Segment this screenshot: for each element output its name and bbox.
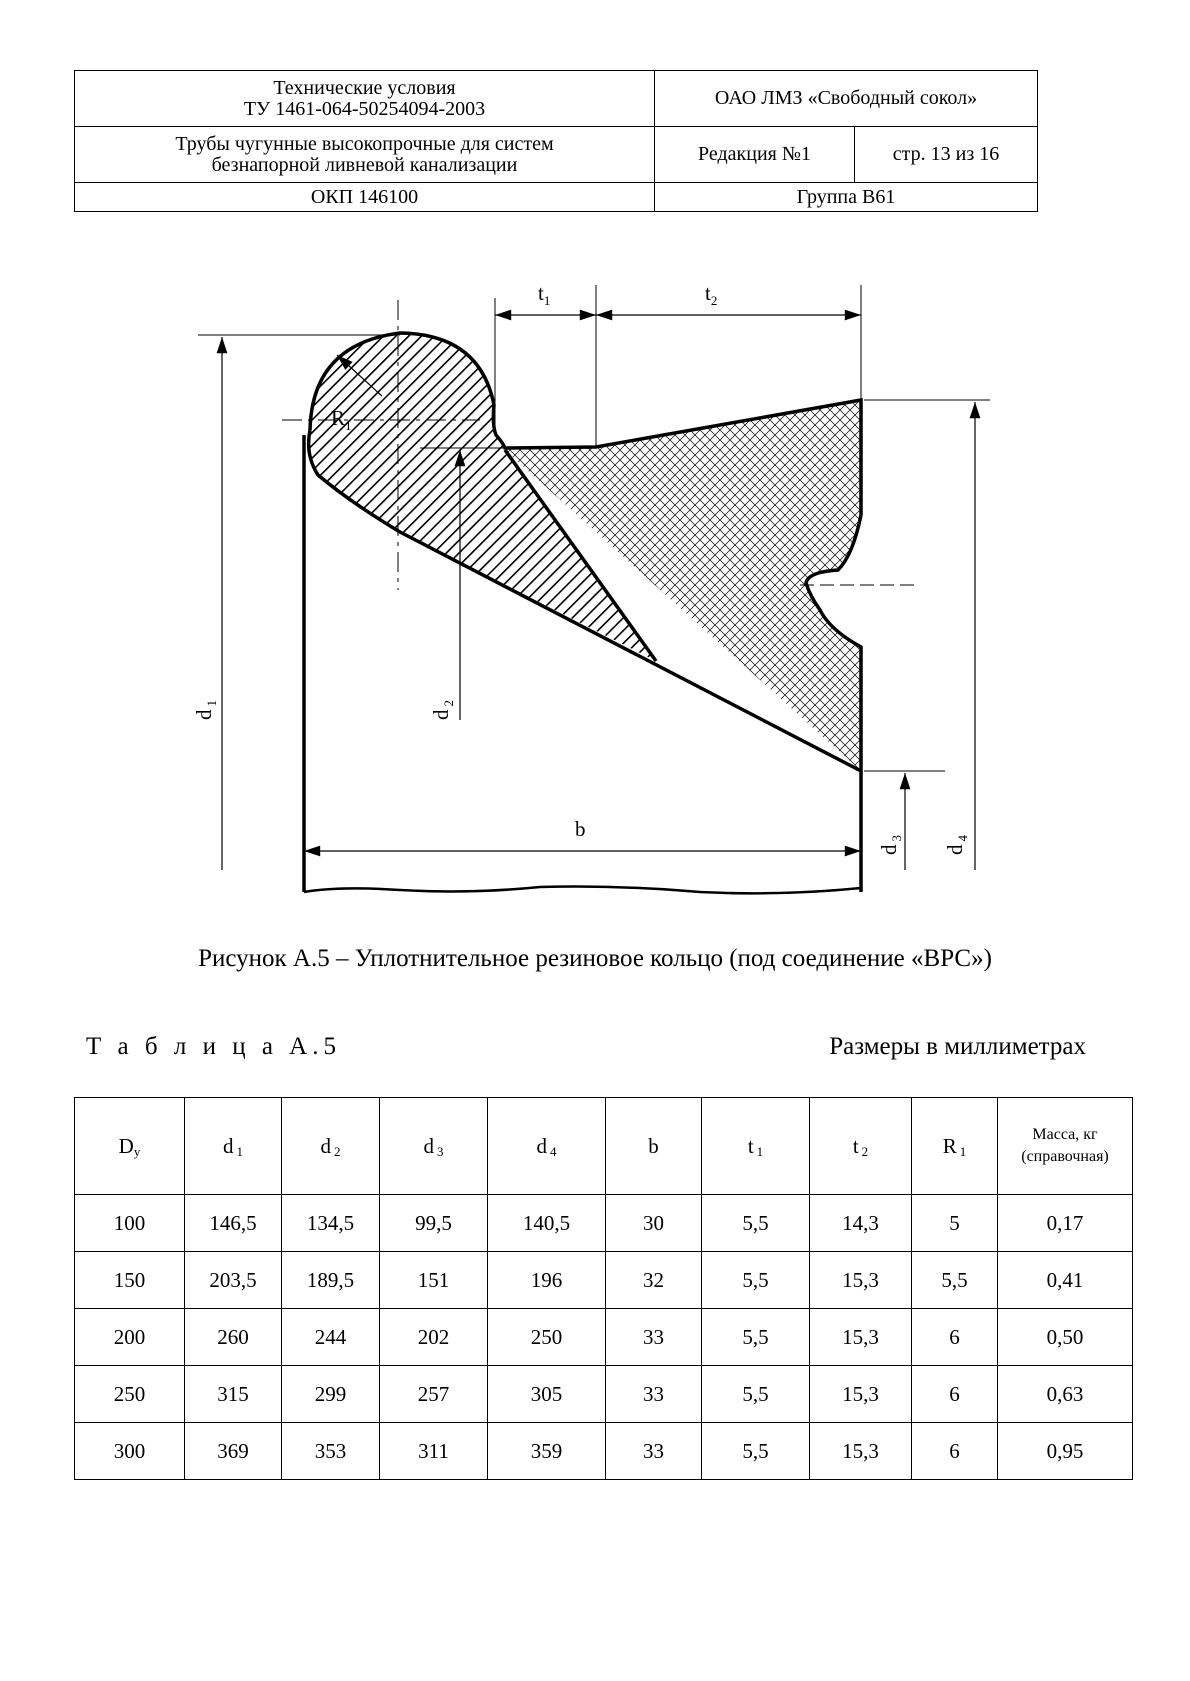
table-units: Размеры в миллиметрах: [829, 1033, 1086, 1060]
table-cell: 151: [380, 1252, 488, 1309]
table-cell: 33: [606, 1423, 702, 1480]
table-cell: 15,3: [810, 1423, 912, 1480]
table-cell: 15,3: [810, 1309, 912, 1366]
table-cell: 5,5: [702, 1309, 810, 1366]
table-row: [75, 1195, 1133, 1252]
label-r1: $R_1$: [331, 406, 352, 433]
table-cell: 359: [488, 1423, 606, 1480]
table-row: [75, 1423, 1133, 1480]
table-row: [75, 1309, 1133, 1366]
figure-caption: Рисунок А.5 – Уплотнительное резиновое кольцо (под соединение «ВРС»): [198, 945, 992, 972]
table-cell: 150: [75, 1252, 185, 1309]
svg-text:d1: $d_1$: [192, 700, 219, 720]
header-d1: d 1: [185, 1098, 282, 1195]
table-cell: 200: [75, 1309, 185, 1366]
table-cell: 0,41: [998, 1252, 1133, 1309]
table-cell: 315: [185, 1366, 282, 1423]
dimensions-table: [74, 1097, 1133, 1480]
table-cell: 250: [488, 1309, 606, 1366]
table-cell: 353: [282, 1423, 380, 1480]
table-cell: 99,5: [380, 1195, 488, 1252]
label-d3: [877, 835, 904, 855]
table-cell: 134,5: [282, 1195, 380, 1252]
table-cell: 5,5: [702, 1366, 810, 1423]
table-cell: 311: [380, 1423, 488, 1480]
table-body: [75, 1195, 1133, 1480]
label-t1: $t_1$: [538, 281, 551, 308]
title-cell: [75, 127, 655, 183]
table-cell: 260: [185, 1309, 282, 1366]
spec-line2: ТУ 1461-064-50254094-2003: [243, 97, 486, 120]
table-cell: 244: [282, 1309, 380, 1366]
table-cell: 250: [75, 1366, 185, 1423]
title-line1: Трубы чугунные высокопрочные для систем: [175, 132, 554, 155]
table-cell: 33: [606, 1309, 702, 1366]
table-cell: 202: [380, 1309, 488, 1366]
group-code: Группа В61: [655, 183, 1038, 212]
table-cell: 146,5: [185, 1195, 282, 1252]
header-b: b: [606, 1098, 702, 1195]
seal-ring-drawing: [0, 260, 1190, 920]
document-header: [74, 70, 1038, 212]
header-d2: d 2: [282, 1098, 380, 1195]
header-d3: d 3: [380, 1098, 488, 1195]
table-cell: 0,63: [998, 1366, 1133, 1423]
table-cell: 5,5: [702, 1423, 810, 1480]
table-label: Т а б л и ц а А.5: [86, 1033, 341, 1060]
table-cell: 33: [606, 1366, 702, 1423]
table-cell: 32: [606, 1252, 702, 1309]
label-b: b: [575, 817, 586, 841]
table-cell: 300: [75, 1423, 185, 1480]
table-cell: 5: [912, 1195, 998, 1252]
table-cell: 369: [185, 1423, 282, 1480]
header-dy: Dy: [75, 1098, 185, 1195]
label-t2: $t_2$: [705, 281, 718, 308]
table-cell: 299: [282, 1366, 380, 1423]
table-cell: 203,5: [185, 1252, 282, 1309]
okp-code: ОКП 146100: [75, 183, 655, 212]
table-cell: 6: [912, 1366, 998, 1423]
page-number: стр. 13 из 16: [855, 127, 1038, 183]
table-cell: 0,17: [998, 1195, 1133, 1252]
header-d4: d 4: [488, 1098, 606, 1195]
table-cell: 100: [75, 1195, 185, 1252]
table-cell: 257: [380, 1366, 488, 1423]
label-d2: [429, 700, 456, 720]
table-cell: 140,5: [488, 1195, 606, 1252]
table-cell: 0,50: [998, 1309, 1133, 1366]
label-d4: [943, 835, 970, 856]
spec-line1: Технические условия: [273, 76, 456, 99]
company-name: ОАО ЛМЗ «Свободный сокол»: [655, 71, 1038, 127]
table-cell: 6: [912, 1423, 998, 1480]
header-t1: t 1: [702, 1098, 810, 1195]
svg-text:d2: $d_2$: [429, 700, 456, 720]
table-cell: 15,3: [810, 1252, 912, 1309]
table-cell: 196: [488, 1252, 606, 1309]
header-t2: t 2: [810, 1098, 912, 1195]
table-cell: 5,5: [702, 1252, 810, 1309]
svg-text:d3: $d_3$: [877, 835, 904, 855]
table-cell: 5,5: [702, 1195, 810, 1252]
table-cell: 189,5: [282, 1252, 380, 1309]
table-row: [75, 1252, 1133, 1309]
table-cell: 6: [912, 1309, 998, 1366]
header-r1: R 1: [912, 1098, 998, 1195]
table-cell: 5,5: [912, 1252, 998, 1309]
mass-header-line2: (справочная): [1021, 1148, 1109, 1165]
table-cell: 305: [488, 1366, 606, 1423]
title-line2: безнапорной ливневой канализации: [211, 153, 518, 176]
table-cell: 15,3: [810, 1366, 912, 1423]
table-cell: 30: [606, 1195, 702, 1252]
table-cell: 0,95: [998, 1423, 1133, 1480]
revision: Редакция №1: [655, 127, 855, 183]
header-mass: [998, 1098, 1133, 1195]
spec-cell: [75, 71, 655, 127]
table-row: [75, 1366, 1133, 1423]
svg-text:d4: $d_4$: [943, 835, 970, 855]
table-cell: 14,3: [810, 1195, 912, 1252]
label-d1: [192, 700, 219, 720]
table-header-row: [75, 1098, 1133, 1195]
mass-header-line1: Масса, кг: [1032, 1126, 1098, 1143]
